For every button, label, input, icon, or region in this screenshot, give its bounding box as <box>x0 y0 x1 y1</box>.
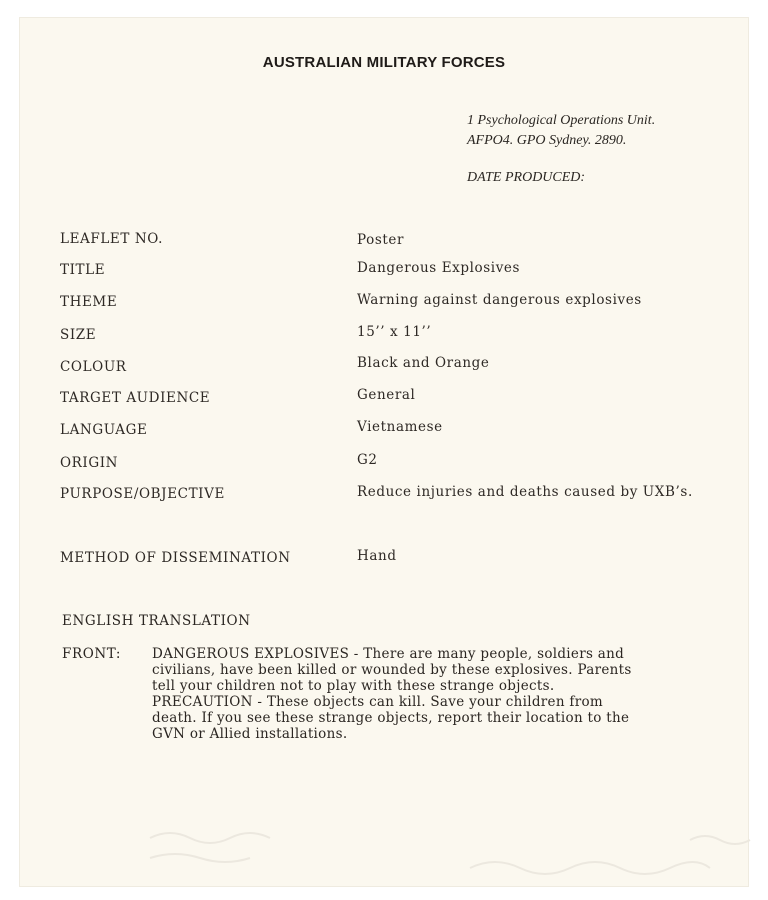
field-value-colour: Black and Orange <box>357 355 490 371</box>
translation-line: tell your children not to play with these strange objects. <box>152 678 555 694</box>
unit-address: AFPO4. GPO Sydney. 2890. <box>467 133 627 148</box>
field-value-theme: Warning against dangerous explosives <box>357 292 642 308</box>
front-translation-text <box>152 646 632 742</box>
field-label-target-audience: TARGET AUDIENCE <box>60 390 211 406</box>
field-value-purpose: Reduce injuries and deaths caused by UXB’s. <box>357 484 693 500</box>
field-label-colour: COLOUR <box>60 359 127 375</box>
field-label-size: SIZE <box>60 327 97 343</box>
front-label: FRONT: <box>62 646 122 662</box>
field-label-leaflet-no: LEAFLET NO. <box>60 231 164 247</box>
field-label-theme: THEME <box>60 294 118 310</box>
date-produced-label: DATE PRODUCED: <box>467 170 586 185</box>
field-label-purpose: PURPOSE/OBJECTIVE <box>60 486 225 502</box>
field-value-leaflet-no: Poster <box>357 232 405 248</box>
translation-line: civilians, have been killed or wounded by these explosives. Parents <box>152 662 632 678</box>
translation-line: PRECAUTION - These objects can kill. Save your children from <box>152 694 604 710</box>
field-label-dissemination: METHOD OF DISSEMINATION <box>60 550 291 566</box>
field-value-origin: G2 <box>357 452 378 468</box>
field-value-title: Dangerous Explosives <box>357 260 521 276</box>
translation-line: DANGEROUS EXPLOSIVES - There are many people, soldiers and <box>152 646 625 662</box>
field-value-target-audience: General <box>357 387 416 403</box>
field-label-title: TITLE <box>60 262 106 278</box>
field-value-dissemination: Hand <box>357 548 397 564</box>
field-label-language: LANGUAGE <box>60 422 148 438</box>
translation-heading: ENGLISH TRANSLATION <box>62 613 251 629</box>
unit-name: 1 Psychological Operations Unit. <box>467 113 656 128</box>
field-label-origin: ORIGIN <box>60 455 119 471</box>
field-value-size: 15’’ x 11’’ <box>357 324 432 340</box>
document-heading: AUSTRALIAN MILITARY FORCES <box>262 54 506 71</box>
document-page <box>20 18 748 886</box>
translation-line: GVN or Allied installations. <box>152 726 348 742</box>
translation-line: death. If you see these strange objects, report their location to the <box>152 710 630 726</box>
field-value-language: Vietnamese <box>357 419 443 435</box>
